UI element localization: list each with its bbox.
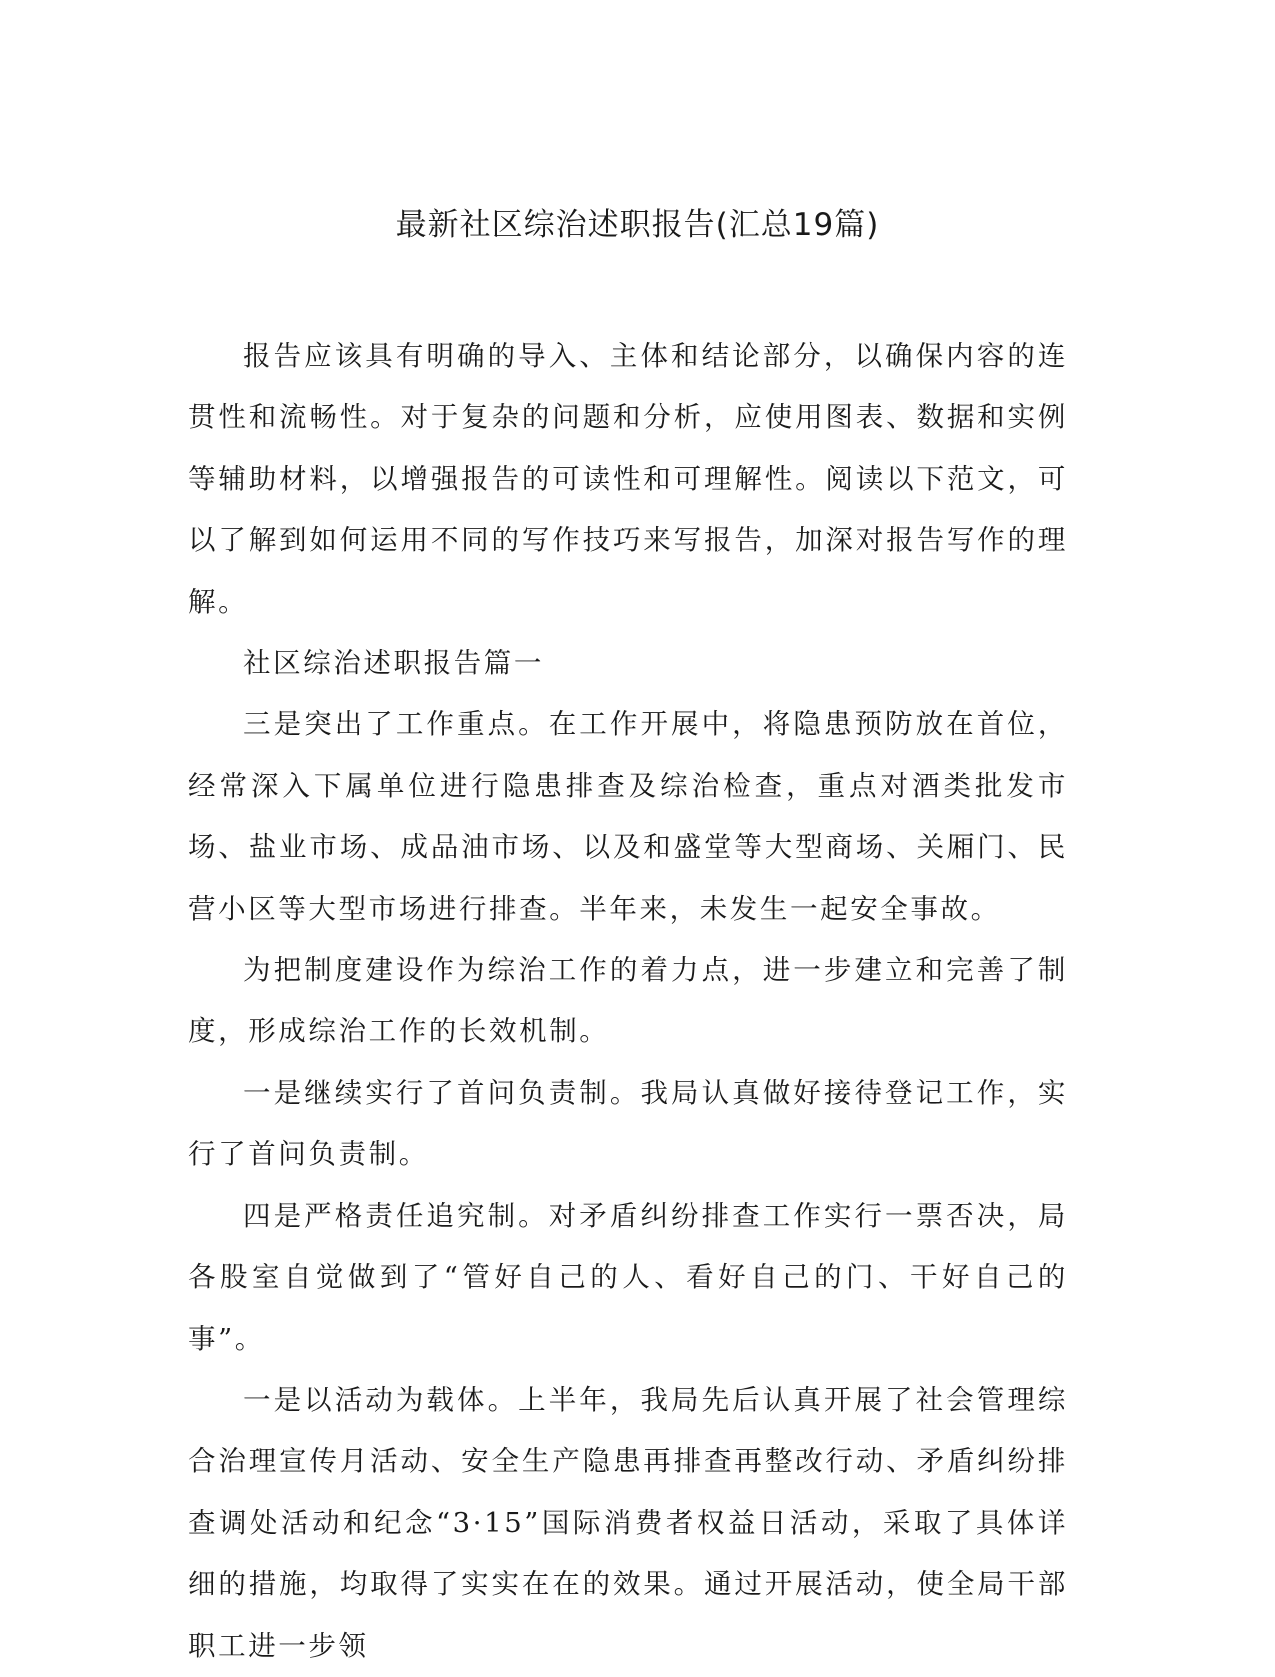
document-title: 最新社区综治述职报告(汇总19篇) (395, 207, 880, 243)
intro-paragraph: 报告应该具有明确的导入、主体和结论部分，以确保内容的连贯性和流畅性。对于复杂的问题和分析，应使用图表、数据和实例等辅助材料，以增强报告的可读性和可理解性。阅读以下范文，可以了解到如何运用不同的写作技巧来写报告，加深对报告写作的理解。 (188, 340, 1068, 618)
body-paragraph: 一是以活动为载体。上半年，我局先后认真开展了社会管理综合治理宣传月活动、安全生产隐患再排查再整改行动、矛盾纠纷排查调处活动和纪念“3·15”国际消费者权益日活动，采取了具体详细的措施，均取得了实实在在的效果。通过开展活动，使全局干部职工进一步领 (188, 1383, 1068, 1662)
section-heading: 社区综治述职报告篇一 (243, 647, 544, 680)
body-paragraph: 三是突出了工作重点。在工作开展中，将隐患预防放在首位，经常深入下属单位进行隐患排查及综治检查，重点对酒类批发市场、盐业市场、成品油市场、以及和盛堂等大型商场、关厢门、民营小区等大型市场进行排查。半年来，未发生一起安全事故。 (188, 708, 1068, 925)
body-paragraph: 为把制度建设作为综治工作的着力点，进一步建立和完善了制度，形成综治工作的长效机制。 (188, 954, 1068, 1048)
body-paragraph: 四是严格责任追究制。对矛盾纠纷排查工作实行一票否决，局各股室自觉做到了“管好自己的人、看好自己的门、干好自己的事”。 (188, 1199, 1068, 1355)
body-paragraph: 一是继续实行了首问负责制。我局认真做好接待登记工作，实行了首问负责制。 (188, 1076, 1068, 1171)
document-body (188, 326, 1068, 1677)
